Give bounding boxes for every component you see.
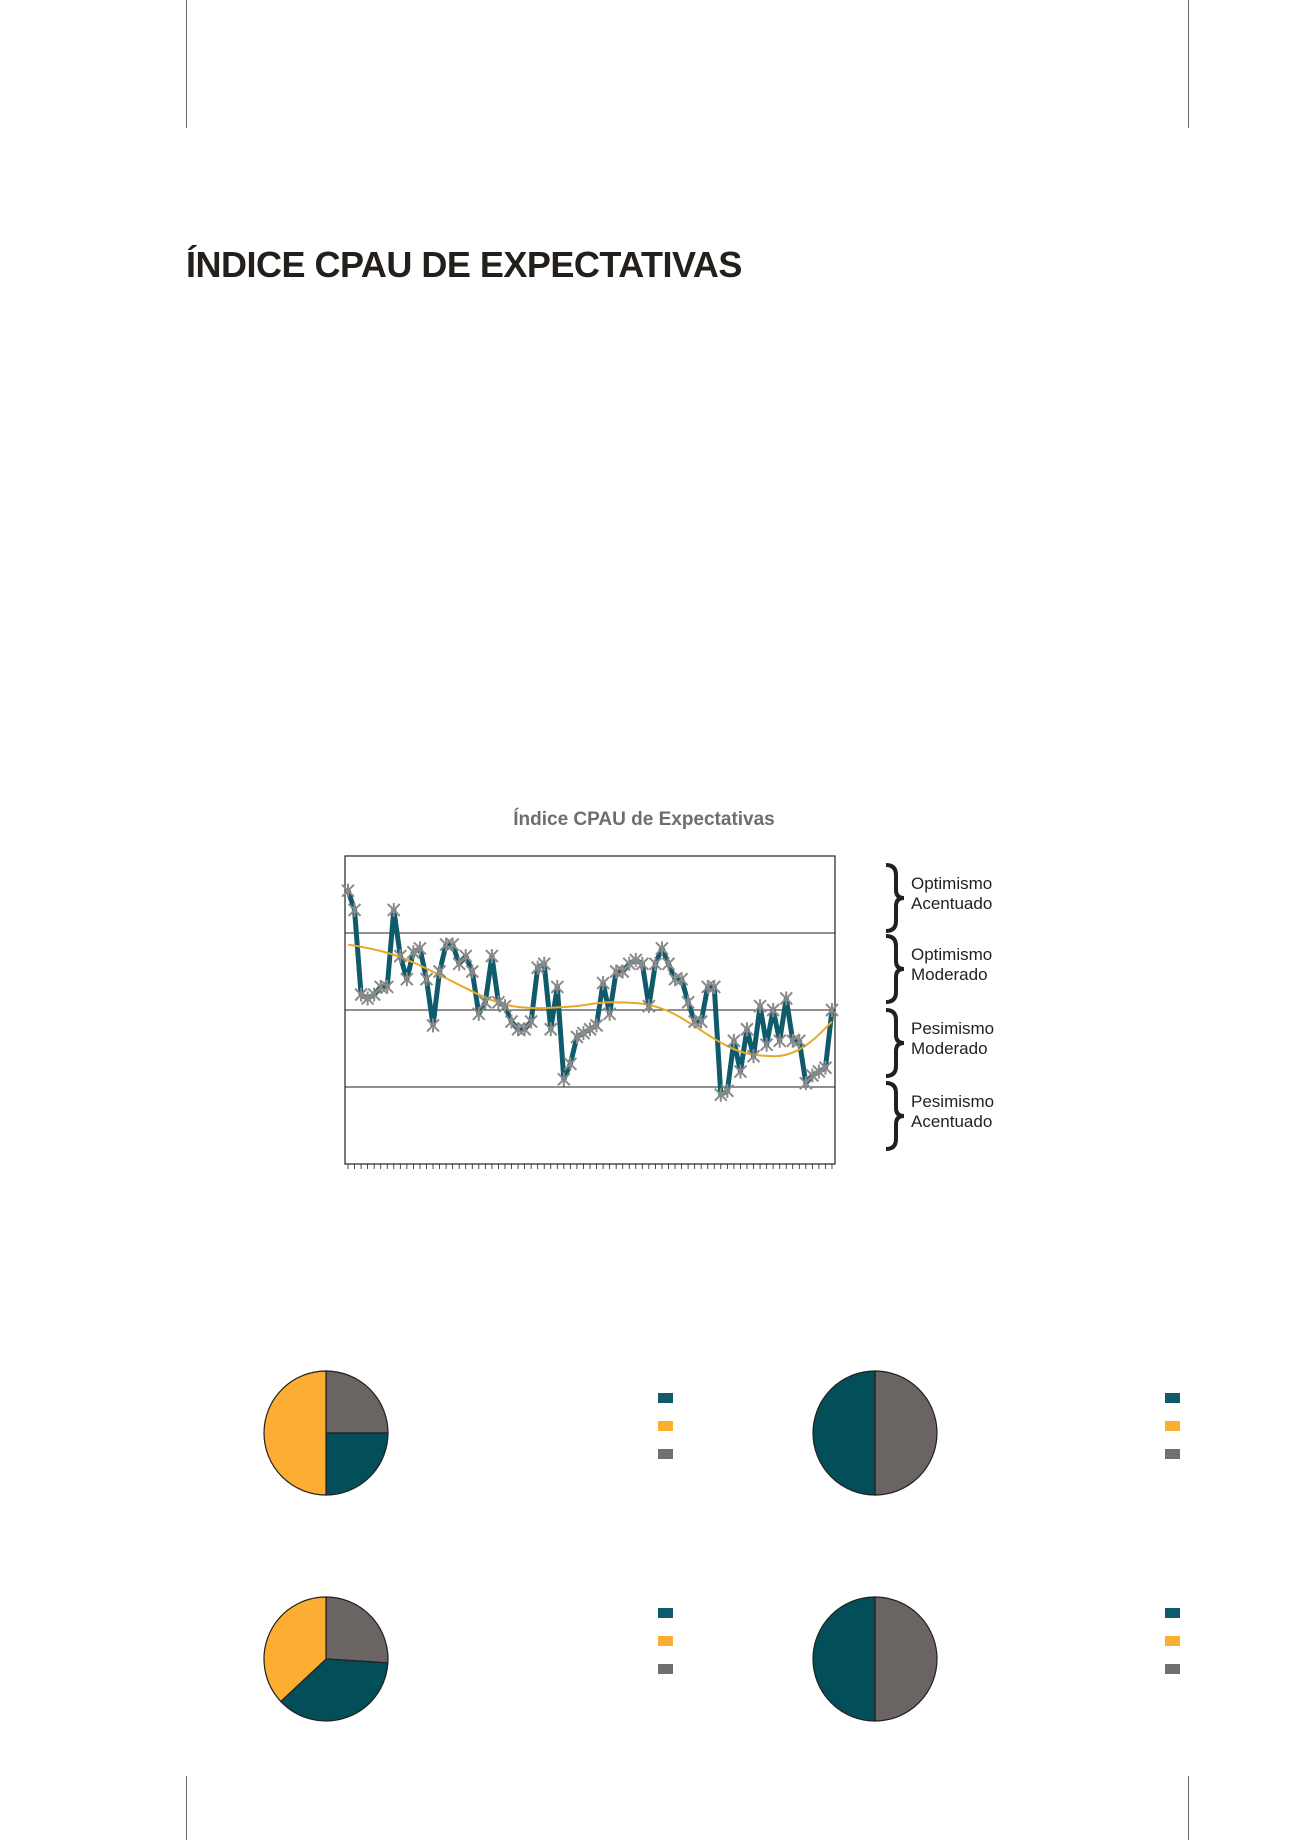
- data-point: [434, 965, 446, 979]
- pie-chart-1: [262, 1369, 390, 1497]
- data-point: [682, 995, 694, 1009]
- data-point: [401, 972, 413, 986]
- legend-swatch-teal: [1165, 1393, 1180, 1403]
- pie-slice: [875, 1371, 937, 1495]
- data-point: [388, 903, 400, 917]
- pie-slice: [813, 1597, 875, 1721]
- pie-slice: [264, 1371, 326, 1495]
- pie-slice: [326, 1597, 388, 1663]
- legend-swatch-gray: [1165, 1449, 1180, 1459]
- pie-chart-4: [811, 1595, 939, 1723]
- crop-mark-top-left: [186, 0, 187, 128]
- zone-label-line1: Optimismo: [911, 874, 993, 893]
- data-point: [460, 949, 472, 963]
- data-point: [761, 1038, 773, 1052]
- data-point: [545, 1022, 557, 1036]
- zone-label-line2: Acentuado: [911, 1112, 993, 1131]
- pie-chart-3: [262, 1595, 390, 1723]
- data-point: [597, 976, 609, 990]
- line-chart: [320, 840, 880, 1220]
- data-point: [649, 957, 661, 971]
- zone-label-line1: Optimismo: [911, 945, 993, 964]
- data-point: [551, 980, 563, 994]
- brace-icon: [880, 1008, 906, 1078]
- chart-title: Índice CPAU de Expectativas: [513, 809, 775, 830]
- data-point: [754, 999, 766, 1013]
- data-point: [558, 1072, 570, 1086]
- series-line-index: [348, 891, 832, 1095]
- legend-swatch-gold: [1165, 1636, 1180, 1646]
- data-point: [349, 903, 361, 917]
- data-point: [486, 949, 498, 963]
- zone-label-line2: Moderado: [911, 965, 988, 984]
- data-point: [774, 1034, 786, 1048]
- zone-label-line1: Pesimismo: [911, 1092, 995, 1111]
- data-point: [342, 884, 354, 898]
- zone-label-line1: Pesimismo: [911, 1019, 995, 1038]
- data-point: [728, 1034, 740, 1048]
- legend-swatch-gray: [658, 1449, 673, 1459]
- pie-slice: [875, 1597, 937, 1721]
- data-point: [427, 1018, 439, 1032]
- data-point: [741, 1022, 753, 1036]
- brace-icon: [880, 1081, 906, 1151]
- data-point: [604, 1007, 616, 1021]
- zone-label-line2: Moderado: [911, 1039, 988, 1058]
- data-point: [780, 991, 792, 1005]
- legend-swatch-gold: [658, 1636, 673, 1646]
- legend-swatch-teal: [658, 1608, 673, 1618]
- data-point: [479, 995, 491, 1009]
- data-point: [662, 957, 674, 971]
- data-point: [473, 1007, 485, 1021]
- legend-swatch-teal: [658, 1393, 673, 1403]
- legend-swatch-gray: [1165, 1664, 1180, 1674]
- legend-swatch-gray: [658, 1664, 673, 1674]
- legend-swatch-gold: [658, 1421, 673, 1431]
- data-point: [466, 965, 478, 979]
- crop-mark-bottom-left: [186, 1776, 187, 1840]
- page-title: ÍNDICE CPAU DE EXPECTATIVAS: [186, 244, 742, 285]
- pie-slice: [326, 1433, 388, 1495]
- data-point: [420, 972, 432, 986]
- data-point: [656, 941, 668, 955]
- legend-swatch-teal: [1165, 1608, 1180, 1618]
- zone-label-line2: Acentuado: [911, 894, 993, 913]
- data-point: [525, 1015, 537, 1029]
- data-point: [564, 1057, 576, 1071]
- data-point: [734, 1065, 746, 1079]
- pie-slice: [326, 1371, 388, 1433]
- crop-mark-bottom-right: [1188, 1776, 1189, 1840]
- brace-icon: [880, 934, 906, 1004]
- pie-slice: [813, 1371, 875, 1495]
- brace-icon: [880, 863, 906, 933]
- legend-swatch-gold: [1165, 1421, 1180, 1431]
- crop-mark-top-right: [1188, 0, 1189, 128]
- pie-chart-2: [811, 1369, 939, 1497]
